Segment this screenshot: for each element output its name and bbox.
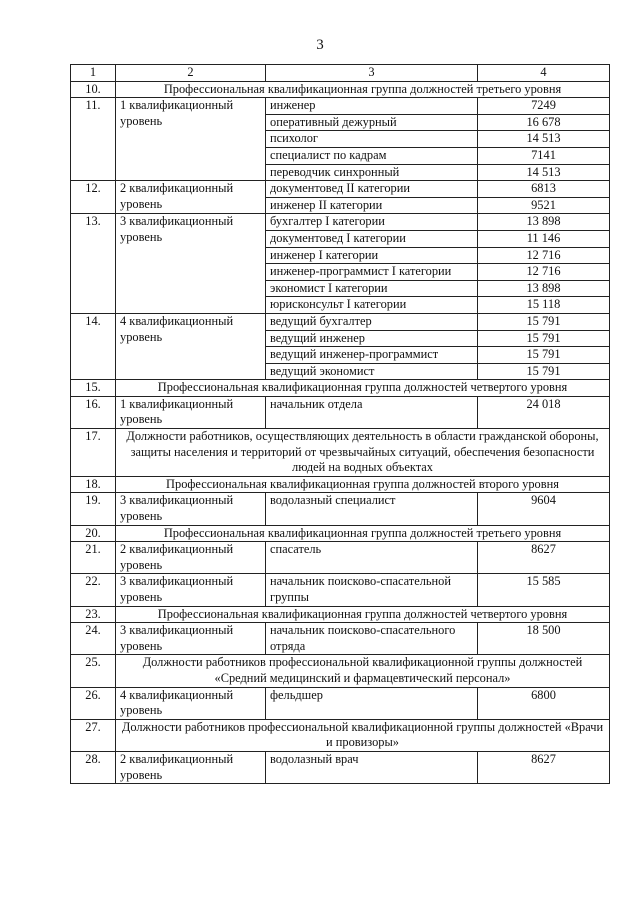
qualification-level: 2 квалификационный уровень (116, 181, 266, 214)
position-name: инженер (266, 98, 478, 115)
section-heading: Должности работников, осуществляющих деятельность в области гражданской обороны, защиты населения и территорий от чрезвычайных ситуаций, обеспечения безопасности людей на водных объектах (116, 429, 610, 477)
position-name: документовед II категории (266, 181, 478, 198)
salary-value: 14 513 (478, 164, 610, 181)
page-number: 3 (316, 37, 324, 53)
salary-value: 13 898 (478, 280, 610, 297)
group-heading: Профессиональная квалификационная группа должностей четвертого уровня (116, 380, 610, 397)
position-name: начальник отдела (266, 396, 478, 428)
salary-value: 18 500 (478, 623, 610, 655)
table-row (71, 214, 610, 231)
qualification-level: 3 квалификационный уровень (116, 493, 266, 525)
qualification-level: 4 квалификационный уровень (116, 313, 266, 379)
row-number: 28. (71, 751, 116, 783)
row-number: 11. (71, 98, 116, 181)
header-col-2: 2 (116, 65, 266, 82)
row-number: 14. (71, 313, 116, 379)
group-heading: Профессиональная квалификационная группа должностей четвертого уровня (116, 606, 610, 623)
salary-value: 6800 (478, 687, 610, 719)
row-number: 27. (71, 719, 116, 751)
row-number: 22. (71, 574, 116, 606)
row-number: 16. (71, 396, 116, 428)
salary-value: 9521 (478, 197, 610, 214)
group-heading: Профессиональная квалификационная группа должностей второго уровня (116, 476, 610, 493)
row-number: 23. (71, 606, 116, 623)
header-col-3: 3 (266, 65, 478, 82)
salary-value: 7141 (478, 147, 610, 164)
salary-value: 14 513 (478, 131, 610, 148)
qualification-level: 1 квалификационный уровень (116, 396, 266, 428)
position-name: спасатель (266, 542, 478, 574)
salary-value: 12 716 (478, 247, 610, 264)
table-row (71, 181, 610, 198)
table-row (71, 623, 610, 655)
salary-value: 8627 (478, 542, 610, 574)
table-row (71, 313, 610, 330)
table-row (71, 574, 610, 606)
position-name: оперативный дежурный (266, 114, 478, 131)
position-name: переводчик синхронный (266, 164, 478, 181)
row-number: 17. (71, 429, 116, 477)
salary-value: 15 118 (478, 297, 610, 314)
row-number: 19. (71, 493, 116, 525)
table-row (71, 98, 610, 115)
row-number: 21. (71, 542, 116, 574)
salary-value: 16 678 (478, 114, 610, 131)
group-heading-row (71, 606, 610, 623)
section-heading-row (71, 719, 610, 751)
position-name: юрисконсульт I категории (266, 297, 478, 314)
table-row (71, 542, 610, 574)
row-number: 25. (71, 655, 116, 687)
salary-table (70, 64, 610, 784)
header-col-1: 1 (71, 65, 116, 82)
position-name: фельдшер (266, 687, 478, 719)
salary-value: 15 791 (478, 363, 610, 380)
section-heading: Должности работников профессиональной квалификационной группы должностей «Средний медицинский и фармацевтический персонал» (116, 655, 610, 687)
group-heading-row (71, 81, 610, 98)
group-heading-row (71, 525, 610, 542)
row-number: 13. (71, 214, 116, 314)
position-name: специалист по кадрам (266, 147, 478, 164)
position-name: ведущий инженер-программист (266, 347, 478, 364)
qualification-level: 2 квалификационный уровень (116, 751, 266, 783)
position-name: инженер I категории (266, 247, 478, 264)
table-row (71, 396, 610, 428)
position-name: ведущий экономист (266, 363, 478, 380)
salary-value: 11 146 (478, 230, 610, 247)
position-name: ведущий инженер (266, 330, 478, 347)
salary-value: 12 716 (478, 264, 610, 281)
salary-value: 15 585 (478, 574, 610, 606)
group-heading-row (71, 476, 610, 493)
qualification-level: 4 квалификационный уровень (116, 687, 266, 719)
qualification-level: 2 квалификационный уровень (116, 542, 266, 574)
row-number: 18. (71, 476, 116, 493)
table-header-row (71, 65, 610, 82)
qualification-level: 3 квалификационный уровень (116, 574, 266, 606)
row-number: 15. (71, 380, 116, 397)
section-heading-row (71, 429, 610, 477)
section-heading: Должности работников профессиональной квалификационной группы должностей «Врачи и провизоры» (116, 719, 610, 751)
group-heading: Профессиональная квалификационная группа должностей третьего уровня (116, 81, 610, 98)
qualification-level: 3 квалификационный уровень (116, 214, 266, 314)
table-row (71, 751, 610, 783)
salary-table-body (71, 65, 610, 784)
salary-value: 9604 (478, 493, 610, 525)
position-name: бухгалтер I категории (266, 214, 478, 231)
row-number: 26. (71, 687, 116, 719)
position-name: документовед I категории (266, 230, 478, 247)
row-number: 12. (71, 181, 116, 214)
row-number: 20. (71, 525, 116, 542)
group-heading: Профессиональная квалификационная группа должностей третьего уровня (116, 525, 610, 542)
salary-value: 7249 (478, 98, 610, 115)
salary-value: 6813 (478, 181, 610, 198)
position-name: водолазный врач (266, 751, 478, 783)
row-number: 10. (71, 81, 116, 98)
position-name: начальник поисково-спасательного отряда (266, 623, 478, 655)
header-col-4: 4 (478, 65, 610, 82)
position-name: инженер-программист I категории (266, 264, 478, 281)
position-name: инженер II категории (266, 197, 478, 214)
salary-value: 15 791 (478, 330, 610, 347)
salary-value: 13 898 (478, 214, 610, 231)
table-row (71, 493, 610, 525)
position-name: экономист I категории (266, 280, 478, 297)
table-row (71, 687, 610, 719)
salary-value: 24 018 (478, 396, 610, 428)
salary-value: 15 791 (478, 347, 610, 364)
qualification-level: 1 квалификационный уровень (116, 98, 266, 181)
position-name: ведущий бухгалтер (266, 313, 478, 330)
position-name: начальник поисково-спасательной группы (266, 574, 478, 606)
salary-value: 8627 (478, 751, 610, 783)
row-number: 24. (71, 623, 116, 655)
section-heading-row (71, 655, 610, 687)
group-heading-row (71, 380, 610, 397)
qualification-level: 3 квалификационный уровень (116, 623, 266, 655)
salary-value: 15 791 (478, 313, 610, 330)
position-name: психолог (266, 131, 478, 148)
position-name: водолазный специалист (266, 493, 478, 525)
